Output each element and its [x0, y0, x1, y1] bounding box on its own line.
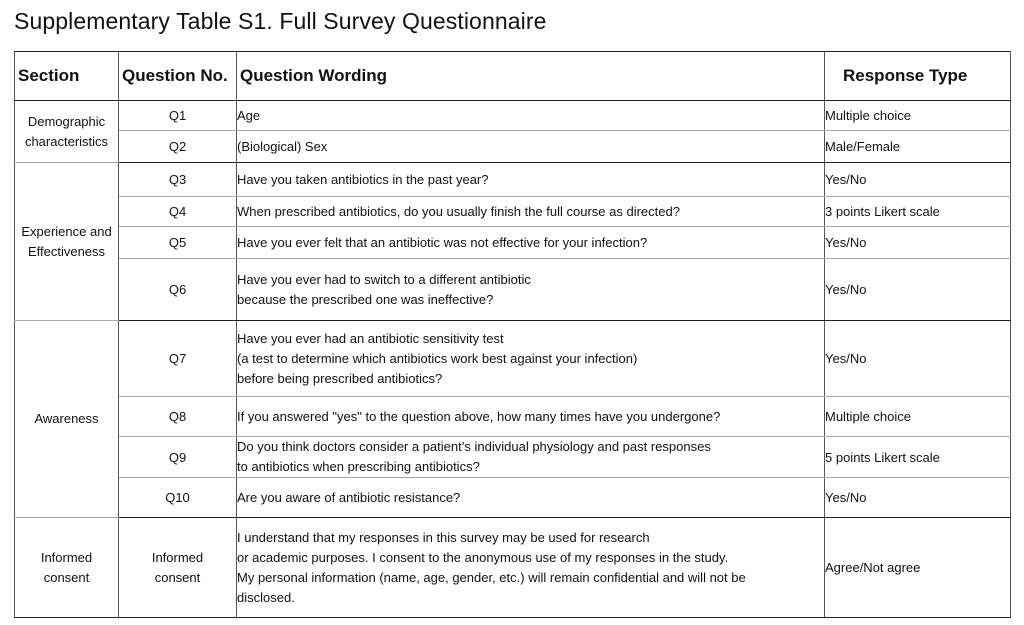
response-type-cell: 3 points Likert scale [825, 197, 1011, 227]
table-row [15, 197, 1011, 227]
text-line: I understand that my responses in this survey may be used for research [237, 529, 650, 545]
question-number-cell: Q3 [119, 163, 237, 197]
text-line: or academic purposes. I consent to the anonymous use of my responses in the study. [237, 549, 729, 565]
question-number-cell: Q7 [119, 321, 237, 397]
text-line: Are you aware of antibiotic resistance? [237, 489, 461, 505]
text-line: (a test to determine which antibiotics work best against your infection) [237, 350, 638, 366]
text-line: Experience and [21, 223, 112, 239]
text-line: Informed [151, 549, 204, 565]
question-number-cell: Q1 [119, 101, 237, 131]
survey-table [14, 51, 1011, 618]
table-title: Supplementary Table S1. Full Survey Questionnaire [14, 8, 547, 34]
question-wording-cell [237, 437, 825, 478]
question-wording-cell [237, 259, 825, 321]
question-wording-cell [237, 518, 825, 618]
table-row [15, 321, 1011, 397]
text-line: Have you ever felt that an antibiotic was not effective for your infection? [237, 234, 648, 250]
table-row [15, 478, 1011, 518]
section-cell [15, 101, 119, 163]
question-wording-cell [237, 227, 825, 259]
text-line: Have you ever had to switch to a different antibiotic [237, 271, 531, 287]
header-question-no: Question No. [119, 52, 237, 101]
response-type-cell: Yes/No [825, 321, 1011, 397]
table-row [15, 259, 1011, 321]
table-row [15, 227, 1011, 259]
response-type-cell: Yes/No [825, 478, 1011, 518]
text-line: Awareness [34, 411, 99, 426]
question-wording-cell [237, 131, 825, 163]
text-line: (Biological) Sex [237, 138, 328, 154]
text-line: Have you taken antibiotics in the past year? [237, 171, 489, 187]
text-line: When prescribed antibiotics, do you usually finish the full course as directed? [237, 203, 680, 219]
table-row [15, 397, 1011, 437]
question-wording-cell [237, 321, 825, 397]
text-line: My personal information (name, age, gender, etc.) will remain confidential and will not be [237, 569, 746, 585]
response-type-cell: Multiple choice [825, 101, 1011, 131]
question-number-cell: Q2 [119, 131, 237, 163]
question-wording-cell [237, 397, 825, 437]
text-line: to antibiotics when prescribing antibiotics? [237, 459, 480, 474]
question-number-cell: Q5 [119, 227, 237, 259]
question-wording-cell [237, 478, 825, 518]
text-line: disclosed. [237, 589, 295, 605]
table-row [15, 437, 1011, 478]
text-line: because the prescribed one was ineffective? [237, 291, 494, 307]
section-cell [15, 518, 119, 618]
response-type-cell: Yes/No [825, 259, 1011, 321]
table-body [15, 101, 1011, 618]
text-line: characteristics [24, 133, 109, 149]
question-number-cell: Q6 [119, 259, 237, 321]
question-number-cell: Q10 [119, 478, 237, 518]
question-number-cell [119, 518, 237, 618]
table-row [15, 131, 1011, 163]
table-row [15, 518, 1011, 618]
response-type-cell: 5 points Likert scale [825, 437, 1011, 478]
text-line: Age [237, 107, 261, 123]
question-wording-cell [237, 163, 825, 197]
text-line: If you answered "yes" to the question above, how many times have you undergone? [237, 408, 721, 424]
table-row [15, 163, 1011, 197]
question-wording-cell [237, 101, 825, 131]
text-line: Effectiveness [27, 243, 106, 259]
response-type-cell: Male/Female [825, 131, 1011, 163]
header-row [15, 52, 1011, 101]
text-line: Demographic [27, 113, 106, 129]
text-line: Have you ever had an antibiotic sensitivity test [237, 330, 504, 346]
question-number-cell: Q4 [119, 197, 237, 227]
header-section: Section [15, 52, 119, 101]
response-type-cell: Yes/No [825, 227, 1011, 259]
text-line: consent [43, 569, 90, 585]
response-type-cell: Agree/Not agree [825, 518, 1011, 618]
table-row [15, 101, 1011, 131]
response-type-cell: Multiple choice [825, 397, 1011, 437]
header-response-type: Response Type [825, 52, 1011, 101]
section-cell [15, 321, 119, 518]
response-type-cell: Yes/No [825, 163, 1011, 197]
text-line: before being prescribed antibiotics? [237, 370, 443, 386]
text-line: consent [154, 569, 201, 585]
text-line: Informed [40, 549, 93, 565]
question-wording-cell [237, 197, 825, 227]
text-line: Do you think doctors consider a patient’s individual physiology and past responses [237, 439, 711, 454]
question-number-cell: Q8 [119, 397, 237, 437]
section-cell [15, 163, 119, 321]
header-question-wording: Question Wording [237, 52, 825, 101]
question-number-cell: Q9 [119, 437, 237, 478]
